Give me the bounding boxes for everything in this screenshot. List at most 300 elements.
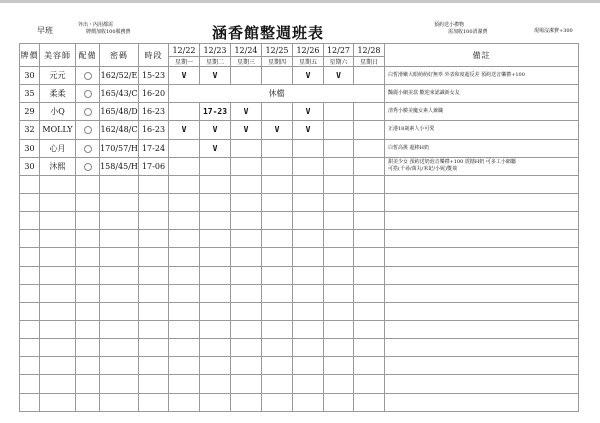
empty-cell <box>100 375 139 393</box>
circle-icon <box>84 108 92 116</box>
empty-cell <box>293 175 324 193</box>
empty-cell <box>100 393 139 411</box>
empty-row <box>20 302 579 320</box>
empty-cell <box>324 266 354 284</box>
table-row <box>20 103 579 121</box>
empty-cell <box>100 230 139 248</box>
empty-cell <box>385 320 579 338</box>
remarks-cell <box>385 157 579 175</box>
empty-cell <box>385 284 579 302</box>
empty-cell <box>293 302 324 320</box>
equip-cell <box>76 139 100 157</box>
empty-cell <box>231 284 262 302</box>
empty-cell <box>262 375 293 393</box>
circle-icon <box>84 90 92 98</box>
empty-cell <box>385 393 579 411</box>
empty-cell <box>20 212 40 230</box>
empty-cell <box>169 375 200 393</box>
day-cell <box>293 139 324 157</box>
empty-cell <box>262 393 293 411</box>
empty-cell <box>20 357 40 375</box>
empty-cell <box>20 393 40 411</box>
empty-cell <box>200 212 231 230</box>
weekday-header: 星期五 <box>293 57 324 67</box>
empty-cell <box>139 248 169 266</box>
day-cell <box>324 157 354 175</box>
page-title: 涵香館整週班表 <box>212 24 325 42</box>
day-cell: V <box>200 67 231 85</box>
empty-cell <box>20 375 40 393</box>
day-cell: V <box>231 103 262 121</box>
empty-cell <box>200 393 231 411</box>
empty-cell <box>40 393 76 411</box>
col-time: 時段 <box>139 44 169 67</box>
time-cell: 17-24 <box>139 139 169 157</box>
table-row <box>20 85 579 103</box>
top-bar <box>0 0 600 3</box>
empty-cell <box>100 175 139 193</box>
empty-cell <box>324 393 354 411</box>
day-cell <box>262 139 293 157</box>
day-cell <box>293 157 324 175</box>
onsite-fee-note: 現場沒潔費+300 <box>534 28 573 34</box>
empty-cell <box>100 284 139 302</box>
empty-cell <box>169 302 200 320</box>
date-header: 12/28 <box>354 44 385 57</box>
time-cell: 16-23 <box>139 121 169 139</box>
empty-cell <box>231 357 262 375</box>
empty-cell <box>231 230 262 248</box>
price-cell: 35 <box>20 85 40 103</box>
day-cell <box>231 139 262 157</box>
date-header: 12/23 <box>200 44 231 57</box>
empty-cell <box>139 230 169 248</box>
empty-cell <box>324 212 354 230</box>
empty-cell <box>293 212 324 230</box>
name-cell: 小Q <box>40 103 76 121</box>
remarks-line: 白皙滑嫩大眼萌萌好無辜 外表和度超反差 預約送音樂禮+100 <box>388 72 525 79</box>
empty-cell <box>100 357 139 375</box>
day-cell <box>169 103 200 121</box>
empty-cell <box>231 175 262 193</box>
empty-cell <box>262 357 293 375</box>
empty-cell <box>385 357 579 375</box>
day-cell: V <box>200 139 231 157</box>
weekday-header: 星期日 <box>354 57 385 67</box>
empty-cell <box>354 284 385 302</box>
day-cell: 17-23 <box>200 103 231 121</box>
empty-cell <box>293 193 324 211</box>
time-cell: 16-23 <box>139 103 169 121</box>
empty-cell <box>139 284 169 302</box>
empty-row <box>20 357 579 375</box>
remarks-line: 豔麗小網美款 歡迎來認識新女友 <box>388 90 460 97</box>
empty-cell <box>139 320 169 338</box>
empty-cell <box>324 248 354 266</box>
empty-cell <box>40 302 76 320</box>
empty-cell <box>76 175 100 193</box>
empty-cell <box>385 248 579 266</box>
empty-cell <box>139 302 169 320</box>
empty-cell <box>40 193 76 211</box>
empty-cell <box>354 357 385 375</box>
empty-cell <box>385 212 579 230</box>
empty-cell <box>200 230 231 248</box>
day-cell <box>354 121 385 139</box>
empty-cell <box>231 320 262 338</box>
empty-cell <box>354 266 385 284</box>
remarks-cell <box>385 103 579 121</box>
empty-cell <box>20 175 40 193</box>
empty-row <box>20 230 579 248</box>
empty-cell <box>231 266 262 284</box>
day-cell <box>231 157 262 175</box>
empty-cell <box>76 375 100 393</box>
day-cell: V <box>293 103 324 121</box>
empty-cell <box>100 266 139 284</box>
day-cell <box>354 67 385 85</box>
remarks-cell <box>385 121 579 139</box>
empty-cell <box>139 212 169 230</box>
empty-cell <box>76 266 100 284</box>
empty-cell <box>231 302 262 320</box>
empty-cell <box>262 193 293 211</box>
name-cell: 元元 <box>40 67 76 85</box>
date-header: 12/27 <box>324 44 354 57</box>
empty-cell <box>231 248 262 266</box>
equip-cell <box>76 121 100 139</box>
empty-row <box>20 320 579 338</box>
weekday-header: 星期四 <box>262 57 293 67</box>
empty-cell <box>76 339 100 357</box>
date-header: 12/22 <box>169 44 200 57</box>
date-header: 12/26 <box>293 44 324 57</box>
day-cell <box>169 139 200 157</box>
day-cell: V <box>324 67 354 85</box>
empty-cell <box>354 339 385 357</box>
empty-cell <box>40 284 76 302</box>
empty-cell <box>293 320 324 338</box>
empty-cell <box>169 320 200 338</box>
empty-cell <box>324 339 354 357</box>
empty-cell <box>40 248 76 266</box>
service-note <box>78 22 131 36</box>
time-cell: 17-06 <box>139 157 169 175</box>
empty-cell <box>169 357 200 375</box>
empty-cell <box>169 339 200 357</box>
empty-cell <box>354 193 385 211</box>
col-equip: 配備 <box>76 44 100 67</box>
price-cell: 29 <box>20 103 40 121</box>
empty-cell <box>354 393 385 411</box>
empty-cell <box>354 230 385 248</box>
empty-cell <box>293 357 324 375</box>
col-code: 密碼 <box>100 44 139 67</box>
empty-cell <box>139 339 169 357</box>
booking-note-line: 預約送小禮物 <box>434 22 465 28</box>
name-cell: 沐熙 <box>40 157 76 175</box>
circle-icon <box>84 163 92 171</box>
table-row <box>20 139 579 157</box>
price-cell: 30 <box>20 139 40 157</box>
empty-cell <box>385 339 579 357</box>
name-cell: 心月 <box>40 139 76 157</box>
time-cell: 16-20 <box>139 85 169 103</box>
day-cell <box>231 67 262 85</box>
empty-cell <box>262 320 293 338</box>
empty-cell <box>262 302 293 320</box>
empty-cell <box>200 357 231 375</box>
empty-cell <box>354 302 385 320</box>
off-cell: 休檔 <box>169 85 385 103</box>
empty-cell <box>20 339 40 357</box>
time-cell: 15-23 <box>139 67 169 85</box>
empty-row <box>20 393 579 411</box>
empty-cell <box>169 248 200 266</box>
empty-cell <box>231 339 262 357</box>
schedule-table <box>19 43 579 412</box>
remarks-cell <box>385 85 579 103</box>
empty-cell <box>262 212 293 230</box>
empty-cell <box>76 302 100 320</box>
empty-cell <box>100 248 139 266</box>
code-cell: 165/43/C <box>100 85 139 103</box>
empty-cell <box>354 320 385 338</box>
circle-icon <box>84 145 92 153</box>
empty-cell <box>40 212 76 230</box>
empty-cell <box>100 302 139 320</box>
equip-cell <box>76 67 100 85</box>
empty-cell <box>324 175 354 193</box>
table-row <box>20 157 579 175</box>
empty-cell <box>262 175 293 193</box>
remarks-cell <box>385 67 579 85</box>
table-row <box>20 121 579 139</box>
equip-cell <box>76 85 100 103</box>
code-cell: 162/52/E <box>100 67 139 85</box>
empty-cell <box>354 248 385 266</box>
empty-row <box>20 248 579 266</box>
empty-cell <box>169 193 200 211</box>
remarks-line: 白皙高挑 超棒H奶 <box>388 144 429 151</box>
empty-cell <box>76 230 100 248</box>
empty-cell <box>293 284 324 302</box>
day-cell: V <box>231 121 262 139</box>
empty-cell <box>293 375 324 393</box>
empty-cell <box>200 193 231 211</box>
empty-cell <box>76 393 100 411</box>
empty-cell <box>200 248 231 266</box>
empty-cell <box>385 302 579 320</box>
empty-cell <box>262 230 293 248</box>
day-cell <box>354 103 385 121</box>
empty-cell <box>385 175 579 193</box>
service-note-line: 外出・內用都需 <box>78 22 114 28</box>
price-cell: 32 <box>20 121 40 139</box>
col-price: 牌價 <box>20 44 40 67</box>
empty-cell <box>76 212 100 230</box>
code-cell: 165/48/D <box>100 103 139 121</box>
empty-cell <box>20 193 40 211</box>
empty-cell <box>100 320 139 338</box>
weekday-header: 星期三 <box>231 57 262 67</box>
empty-cell <box>200 175 231 193</box>
empty-cell <box>169 284 200 302</box>
day-cell <box>324 139 354 157</box>
empty-cell <box>354 212 385 230</box>
empty-cell <box>293 266 324 284</box>
empty-cell <box>200 284 231 302</box>
empty-row <box>20 175 579 193</box>
circle-icon <box>84 72 92 80</box>
empty-cell <box>139 375 169 393</box>
empty-cell <box>40 339 76 357</box>
remarks-cell <box>385 139 579 157</box>
circle-icon <box>84 126 92 134</box>
empty-cell <box>169 266 200 284</box>
day-cell: V <box>293 121 324 139</box>
empty-cell <box>262 339 293 357</box>
day-cell <box>354 157 385 175</box>
empty-cell <box>76 320 100 338</box>
booking-note <box>434 22 488 36</box>
empty-cell <box>76 284 100 302</box>
empty-cell <box>231 393 262 411</box>
remarks-line: 清秀小臉美魔女素人兼職 <box>388 108 444 115</box>
empty-cell <box>200 320 231 338</box>
day-cell <box>354 139 385 157</box>
day-cell <box>324 103 354 121</box>
empty-cell <box>354 375 385 393</box>
service-note-line: 牌價加收100服務費 <box>86 29 131 35</box>
empty-cell <box>324 357 354 375</box>
empty-row <box>20 266 579 284</box>
empty-cell <box>231 212 262 230</box>
empty-row <box>20 212 579 230</box>
empty-cell <box>139 175 169 193</box>
empty-cell <box>40 357 76 375</box>
empty-cell <box>324 302 354 320</box>
empty-cell <box>293 339 324 357</box>
empty-row <box>20 339 579 357</box>
empty-cell <box>262 266 293 284</box>
empty-cell <box>385 375 579 393</box>
name-cell: 柔柔 <box>40 85 76 103</box>
date-header: 12/25 <box>262 44 293 57</box>
day-cell <box>200 157 231 175</box>
empty-cell <box>169 393 200 411</box>
day-cell: V <box>200 121 231 139</box>
code-cell: 158/45/H <box>100 157 139 175</box>
weekday-header: 星期二 <box>200 57 231 67</box>
remarks-line: 可搭(千尋/萬丸/米妃/小妮)雙飛 <box>388 166 457 173</box>
empty-cell <box>324 193 354 211</box>
code-cell: 162/48/C <box>100 121 139 139</box>
empty-cell <box>200 302 231 320</box>
weekday-header: 星期六 <box>324 57 354 67</box>
empty-cell <box>40 320 76 338</box>
empty-cell <box>324 284 354 302</box>
empty-cell <box>100 212 139 230</box>
shift-label: 早班 <box>37 26 53 35</box>
empty-cell <box>20 266 40 284</box>
empty-cell <box>169 212 200 230</box>
empty-cell <box>40 266 76 284</box>
name-cell: MOLLY <box>40 121 76 139</box>
equip-cell <box>76 103 100 121</box>
empty-row <box>20 284 579 302</box>
day-cell: V <box>169 67 200 85</box>
empty-cell <box>262 248 293 266</box>
empty-cell <box>40 230 76 248</box>
col-name: 美容師 <box>40 44 76 67</box>
empty-cell <box>169 175 200 193</box>
empty-cell <box>40 375 76 393</box>
empty-cell <box>200 375 231 393</box>
date-header: 12/24 <box>231 44 262 57</box>
empty-cell <box>293 393 324 411</box>
empty-cell <box>139 393 169 411</box>
empty-cell <box>100 339 139 357</box>
empty-cell <box>139 357 169 375</box>
day-cell: V <box>169 121 200 139</box>
empty-cell <box>20 284 40 302</box>
empty-cell <box>20 320 40 338</box>
weekday-header: 星期一 <box>169 57 200 67</box>
equip-cell <box>76 157 100 175</box>
empty-cell <box>76 193 100 211</box>
empty-cell <box>169 230 200 248</box>
day-cell <box>324 121 354 139</box>
empty-cell <box>76 248 100 266</box>
empty-cell <box>324 320 354 338</box>
empty-cell <box>231 193 262 211</box>
price-cell: 30 <box>20 157 40 175</box>
empty-row <box>20 375 579 393</box>
price-cell: 30 <box>20 67 40 85</box>
empty-cell <box>231 375 262 393</box>
empty-cell <box>100 193 139 211</box>
empty-cell <box>262 284 293 302</box>
day-cell: V <box>293 67 324 85</box>
empty-cell <box>40 175 76 193</box>
empty-cell <box>324 230 354 248</box>
day-cell: V <box>262 121 293 139</box>
remarks-line: 正港18歲素人小可愛 <box>388 126 435 133</box>
empty-cell <box>20 248 40 266</box>
empty-cell <box>385 266 579 284</box>
empty-cell <box>354 175 385 193</box>
remarks-line: 甜美少女 預約送奶泡音樂禮+100 震撼H奶 可多工小網屬 <box>388 159 516 166</box>
empty-cell <box>76 357 100 375</box>
empty-cell <box>324 375 354 393</box>
day-cell <box>169 157 200 175</box>
empty-cell <box>385 230 579 248</box>
booking-note-line: 需加收100清潔費 <box>448 29 488 35</box>
day-cell <box>262 103 293 121</box>
empty-cell <box>20 230 40 248</box>
empty-cell <box>20 302 40 320</box>
day-cell <box>262 157 293 175</box>
empty-cell <box>139 266 169 284</box>
empty-cell <box>293 248 324 266</box>
empty-cell <box>139 193 169 211</box>
empty-cell <box>293 230 324 248</box>
col-remarks: 備註 <box>385 44 579 67</box>
day-cell <box>262 67 293 85</box>
table-row <box>20 67 579 85</box>
empty-cell <box>200 266 231 284</box>
